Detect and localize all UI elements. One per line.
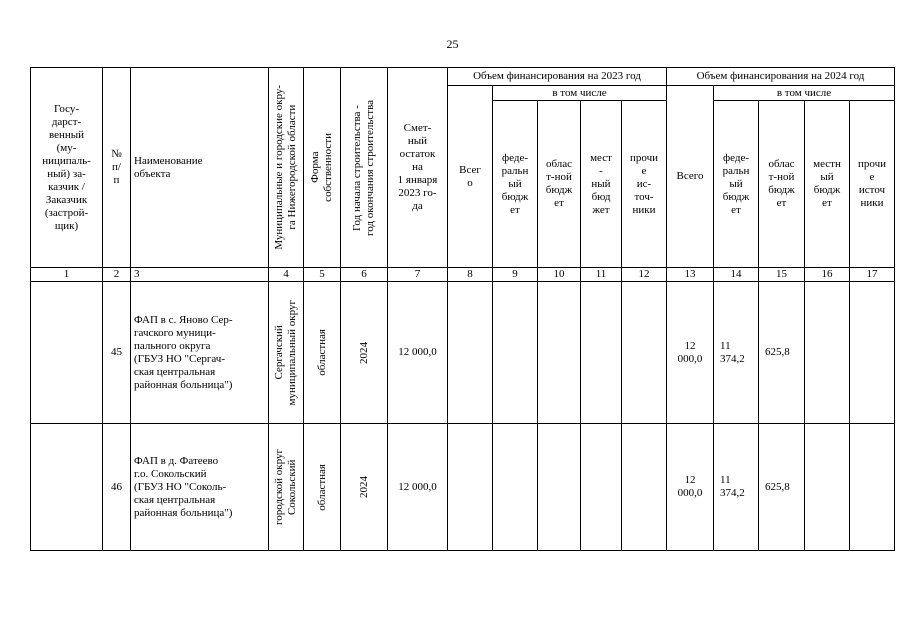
cell-total2024: 12 000,0 — [667, 282, 714, 424]
header-municipality: Муниципальные и городские окру- га Нижегородской области — [273, 85, 298, 250]
header-fed2023: феде- ральн ый бюдж ет — [493, 101, 538, 268]
col-number: 12 — [622, 268, 667, 282]
header-oth2023: прочи е ис- точ- ники — [622, 101, 667, 268]
header-total2024: Всего — [667, 86, 714, 268]
cell-fed2024: 11 374,2 — [714, 424, 759, 551]
col-number: 13 — [667, 268, 714, 282]
cell-reg2023 — [538, 424, 581, 551]
header-incl-2024: в том числе — [714, 86, 895, 101]
cell-reg2023 — [538, 282, 581, 424]
col-number: 7 — [388, 268, 448, 282]
header-ownership: Форма собственности — [309, 133, 334, 202]
col-number: 17 — [850, 268, 895, 282]
header-loc2023: мест - ный бюд жет — [581, 101, 622, 268]
col-number: 9 — [493, 268, 538, 282]
header-num: № п/ п — [103, 68, 131, 268]
cell-fed2023 — [493, 424, 538, 551]
cell-oth2023 — [622, 282, 667, 424]
col-number: 8 — [448, 268, 493, 282]
col-number: 4 — [269, 268, 304, 282]
cell-total2023 — [448, 424, 493, 551]
col-number: 16 — [805, 268, 850, 282]
cell-balance: 12 000,0 — [388, 424, 448, 551]
financing-table — [30, 67, 895, 551]
header-reg2024: облас т-ной бюдж ет — [759, 101, 805, 268]
cell-num: 46 — [103, 424, 131, 551]
header-balance: Смет- ный остаток на 1 января 2023 го- да — [388, 68, 448, 268]
header-name: Наименование объекта — [131, 68, 269, 268]
header-total2023: Всег о — [448, 86, 493, 268]
header-years: Год начала строительства - год окончания строительства — [351, 99, 376, 236]
cell-reg2024: 625,8 — [759, 282, 805, 424]
table-row — [31, 282, 895, 424]
cell-years: 2024 — [357, 476, 370, 498]
column-number-row — [31, 268, 895, 282]
header-incl-2023: в том числе — [493, 86, 667, 101]
cell-total2023 — [448, 282, 493, 424]
col-number: 14 — [714, 268, 759, 282]
col-number: 1 — [31, 268, 103, 282]
table-row — [31, 424, 895, 551]
header-loc2024: местн ый бюдж ет — [805, 101, 850, 268]
cell-reg2024: 625,8 — [759, 424, 805, 551]
page-number: 25 — [446, 37, 459, 51]
cell-years: 2024 — [357, 341, 370, 364]
cell-total2024: 12 000,0 — [667, 424, 714, 551]
header-fin2023: Объем финансирования на 2023 год — [448, 68, 667, 86]
cell-oth2023 — [622, 424, 667, 551]
col-number: 10 — [538, 268, 581, 282]
cell-balance: 12 000,0 — [388, 282, 448, 424]
cell-ownership: областная — [315, 463, 328, 511]
cell-loc2023 — [581, 424, 622, 551]
cell-loc2024 — [805, 424, 850, 551]
col-number: 6 — [341, 268, 388, 282]
cell-municipality: городской округ Сокольский — [273, 448, 298, 526]
cell-loc2023 — [581, 282, 622, 424]
header-customer: Госу- дарст- венный (му- ниципаль- ный) за- казчик / Заказчик (застрой- щик) — [31, 68, 103, 268]
header-fed2024: феде- ральн ый бюдж ет — [714, 101, 759, 268]
col-number: 3 — [131, 268, 269, 282]
cell-loc2024 — [805, 282, 850, 424]
cell-name: ФАП в с. Яново Сер- гачского муници- пального округа (ГБУЗ НО "Сергач- ская центральная районная больница") — [131, 282, 269, 424]
cell-customer — [31, 424, 103, 551]
cell-num: 45 — [103, 282, 131, 424]
cell-municipality: Сергачский муниципальный округ — [273, 299, 298, 406]
cell-name: ФАП в д. Фатеево г.о. Сокольский (ГБУЗ НО "Соколь- ская центральная районная больница") — [131, 424, 269, 551]
header-fin2024: Объем финансирования на 2024 год — [667, 68, 895, 86]
col-number: 11 — [581, 268, 622, 282]
header-oth2024: прочи е источ ники — [850, 101, 895, 268]
cell-oth2024 — [850, 424, 895, 551]
cell-customer — [31, 282, 103, 424]
header-reg2023: облас т-ной бюдж ет — [538, 101, 581, 268]
cell-fed2023 — [493, 282, 538, 424]
cell-oth2024 — [850, 282, 895, 424]
col-number: 2 — [103, 268, 131, 282]
col-number: 15 — [759, 268, 805, 282]
cell-ownership: областная — [315, 329, 328, 376]
col-number: 5 — [304, 268, 341, 282]
cell-fed2024: 11 374,2 — [714, 282, 759, 424]
